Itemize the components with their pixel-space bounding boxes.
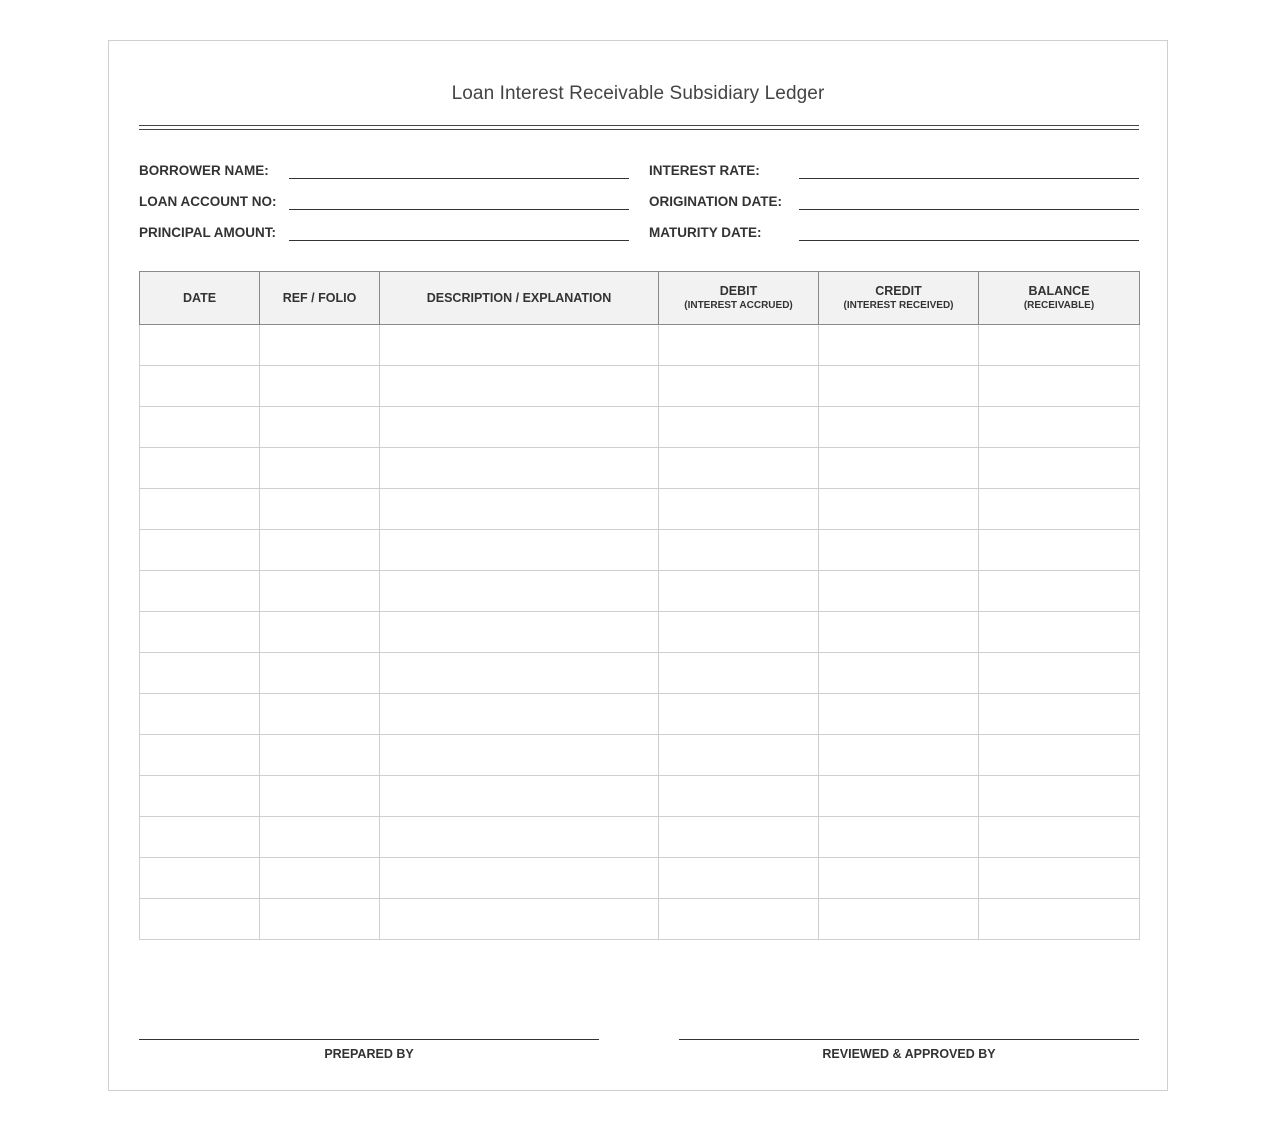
credit-cell[interactable] [819,366,979,407]
ledger-row [140,612,1140,653]
ledger-body [140,325,1140,940]
balance-cell[interactable] [979,571,1140,612]
ref-folio-cell[interactable] [260,612,380,653]
ledger-row [140,366,1140,407]
column-header-label: DATE [182,291,217,305]
debit-cell[interactable] [659,653,819,694]
date-cell[interactable] [140,858,260,899]
ref-folio-cell[interactable] [260,653,380,694]
description-cell[interactable] [380,694,659,735]
credit-cell[interactable] [819,653,979,694]
date-cell[interactable] [140,776,260,817]
description-cell[interactable] [380,858,659,899]
balance-cell[interactable] [979,899,1140,940]
description-cell[interactable] [380,735,659,776]
ref-folio-cell[interactable] [260,407,380,448]
ledger-row [140,653,1140,694]
ledger-row [140,530,1140,571]
balance-cell[interactable] [979,448,1140,489]
ledger-header-row [140,272,1140,325]
column-header-label: BALANCE [1028,284,1090,298]
description-cell[interactable] [380,571,659,612]
description-cell[interactable] [380,366,659,407]
maturity-date-field[interactable] [799,240,1139,241]
date-cell[interactable] [140,817,260,858]
debit-cell[interactable] [659,858,819,899]
ledger-row [140,325,1140,366]
date-cell[interactable] [140,899,260,940]
credit-cell[interactable] [819,325,979,366]
date-cell[interactable] [140,653,260,694]
date-cell[interactable] [140,325,260,366]
credit-cell[interactable] [819,407,979,448]
description-cell[interactable] [380,653,659,694]
credit-cell[interactable] [819,571,979,612]
debit-cell[interactable] [659,899,819,940]
interest-rate-field[interactable] [799,178,1139,179]
prepared-by-signature-line[interactable] [139,1039,599,1040]
credit-cell[interactable] [819,489,979,530]
date-cell[interactable] [140,366,260,407]
balance-cell[interactable] [979,653,1140,694]
date-cell[interactable] [140,407,260,448]
description-cell[interactable] [380,817,659,858]
balance-cell[interactable] [979,530,1140,571]
credit-cell[interactable] [819,899,979,940]
date-cell[interactable] [140,735,260,776]
credit-cell[interactable] [819,612,979,653]
debit-cell[interactable] [659,325,819,366]
debit-cell[interactable] [659,694,819,735]
credit-cell[interactable] [819,817,979,858]
ledger-row [140,899,1140,940]
ref-folio-cell[interactable] [260,776,380,817]
description-cell[interactable] [380,407,659,448]
column-header-debit [659,272,819,325]
credit-cell[interactable] [819,530,979,571]
ledger-row [140,858,1140,899]
column-header-sublabel: (INTEREST RECEIVED) [843,300,954,311]
ref-folio-cell[interactable] [260,694,380,735]
column-header-balance [979,272,1140,325]
date-cell[interactable] [140,448,260,489]
description-cell[interactable] [380,325,659,366]
debit-cell[interactable] [659,407,819,448]
balance-cell[interactable] [979,776,1140,817]
debit-cell[interactable] [659,366,819,407]
reviewed-approved-by-label: REVIEWED & APPROVED BY [822,1047,996,1061]
ledger-table [139,271,1140,940]
ref-folio-cell[interactable] [260,489,380,530]
column-header-sublabel: (RECEIVABLE) [1023,300,1095,311]
description-cell[interactable] [380,612,659,653]
date-cell[interactable] [140,612,260,653]
column-header-credit [819,272,979,325]
maturity-date-label: MATURITY DATE: [649,225,762,240]
debit-cell[interactable] [659,735,819,776]
description-cell[interactable] [380,530,659,571]
date-cell[interactable] [140,694,260,735]
debit-cell[interactable] [659,776,819,817]
borrower-name-label: BORROWER NAME: [139,163,269,178]
ledger-row [140,407,1140,448]
ref-folio-cell[interactable] [260,530,380,571]
balance-cell[interactable] [979,489,1140,530]
reviewed-by-signature-line[interactable] [679,1039,1139,1040]
column-header-label: CREDIT [875,284,922,298]
balance-cell[interactable] [979,325,1140,366]
balance-cell[interactable] [979,612,1140,653]
ledger-row [140,817,1140,858]
title-double-rule [139,125,1139,130]
ledger-row [140,735,1140,776]
interest-rate-label: INTEREST RATE: [649,163,760,178]
debit-cell[interactable] [659,448,819,489]
column-header-label: REF / FOLIO [282,291,357,305]
balance-cell[interactable] [979,407,1140,448]
ref-folio-cell[interactable] [260,735,380,776]
ledger-row [140,489,1140,530]
description-cell[interactable] [380,448,659,489]
loan-account-no-field[interactable] [289,209,629,210]
ledger-row [140,776,1140,817]
origination-date-field[interactable] [799,209,1139,210]
debit-cell[interactable] [659,817,819,858]
balance-cell[interactable] [979,735,1140,776]
column-header-date [140,272,260,325]
column-header-sublabel: (INTEREST ACCRUED) [684,300,793,311]
ref-folio-cell[interactable] [260,448,380,489]
description-cell[interactable] [380,489,659,530]
column-header-label: DESCRIPTION / EXPLANATION [426,291,612,305]
principal-amount-field[interactable] [289,240,629,241]
column-header-ref-folio [260,272,380,325]
ledger-page [108,40,1168,1091]
column-header-label: DEBIT [719,284,758,298]
prepared-by-label: PREPARED BY [324,1047,414,1061]
ref-folio-cell[interactable] [260,817,380,858]
credit-cell[interactable] [819,858,979,899]
credit-cell[interactable] [819,694,979,735]
credit-cell[interactable] [819,735,979,776]
description-cell[interactable] [380,899,659,940]
debit-cell[interactable] [659,612,819,653]
borrower-name-field[interactable] [289,178,629,179]
credit-cell[interactable] [819,776,979,817]
document-title: Loan Interest Receivable Subsidiary Ledger [451,83,825,104]
description-cell[interactable] [380,776,659,817]
ledger-row [140,694,1140,735]
ref-folio-cell[interactable] [260,899,380,940]
balance-cell[interactable] [979,366,1140,407]
ref-folio-cell[interactable] [260,325,380,366]
ref-folio-cell[interactable] [260,366,380,407]
debit-cell[interactable] [659,571,819,612]
ref-folio-cell[interactable] [260,858,380,899]
ledger-row [140,448,1140,489]
balance-cell[interactable] [979,858,1140,899]
debit-cell[interactable] [659,530,819,571]
balance-cell[interactable] [979,694,1140,735]
date-cell[interactable] [140,571,260,612]
ledger-row [140,571,1140,612]
ref-folio-cell[interactable] [260,571,380,612]
date-cell[interactable] [140,530,260,571]
origination-date-label: ORIGINATION DATE: [649,194,782,209]
balance-cell[interactable] [979,817,1140,858]
debit-cell[interactable] [659,489,819,530]
date-cell[interactable] [140,489,260,530]
credit-cell[interactable] [819,448,979,489]
principal-amount-label: PRINCIPAL AMOUNT: [139,225,276,240]
loan-account-no-label: LOAN ACCOUNT NO: [139,194,277,209]
column-header-description [380,272,659,325]
